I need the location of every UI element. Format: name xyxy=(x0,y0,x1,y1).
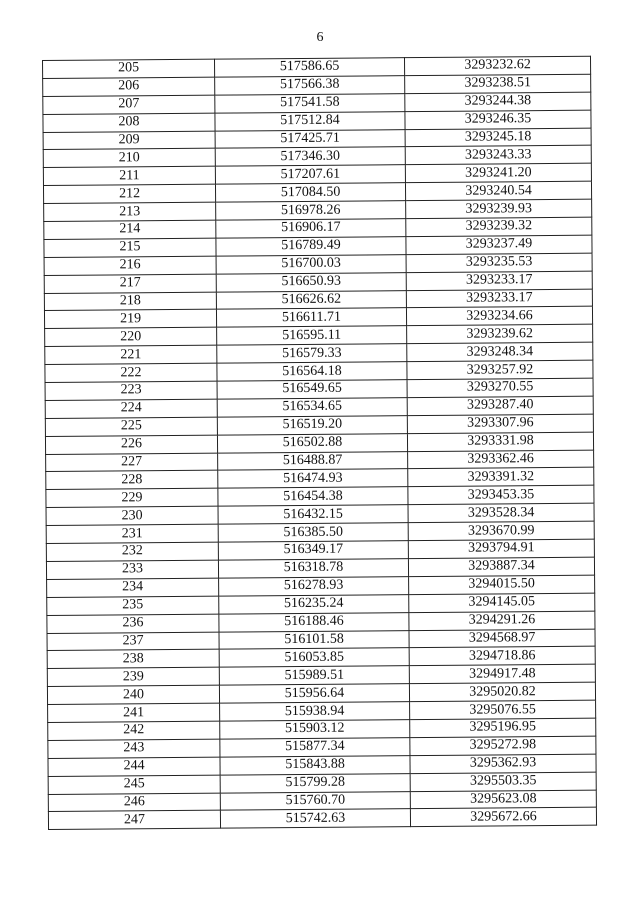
x-coordinate-cell: 516318.78 xyxy=(218,559,408,578)
x-coordinate-cell: 515903.12 xyxy=(220,720,410,739)
point-number-cell: 224 xyxy=(45,399,217,418)
page-number: 6 xyxy=(316,30,324,45)
point-number-cell: 241 xyxy=(48,703,220,722)
y-coordinate-cell: 3295272.98 xyxy=(410,736,596,755)
x-coordinate-cell: 516235.24 xyxy=(219,594,409,613)
y-coordinate-cell: 3294015.50 xyxy=(409,575,595,594)
x-coordinate-cell: 516978.26 xyxy=(216,201,406,220)
y-coordinate-cell: 3295076.55 xyxy=(410,700,596,719)
y-coordinate-cell: 3295672.66 xyxy=(410,808,596,827)
y-coordinate-cell: 3293233.17 xyxy=(406,271,592,290)
point-number-cell: 242 xyxy=(48,721,220,740)
x-coordinate-cell: 515956.64 xyxy=(219,684,409,703)
point-number-cell: 230 xyxy=(46,506,218,525)
x-coordinate-cell: 516626.62 xyxy=(216,290,406,309)
point-number-cell: 237 xyxy=(47,632,219,651)
point-number-cell: 225 xyxy=(45,417,217,436)
point-number-cell: 232 xyxy=(46,542,218,561)
x-coordinate-cell: 515760.70 xyxy=(220,791,410,810)
y-coordinate-cell: 3293391.32 xyxy=(408,468,594,487)
x-coordinate-cell: 517084.50 xyxy=(215,183,405,202)
x-coordinate-cell: 515843.88 xyxy=(220,755,410,774)
y-coordinate-cell: 3293331.98 xyxy=(407,432,593,451)
y-coordinate-cell: 3293243.33 xyxy=(405,146,591,165)
y-coordinate-cell: 3295196.95 xyxy=(410,718,596,737)
y-coordinate-cell: 3293257.92 xyxy=(407,360,593,379)
point-number-cell: 247 xyxy=(48,811,220,830)
x-coordinate-cell: 516579.33 xyxy=(217,344,407,363)
y-coordinate-cell: 3293887.34 xyxy=(408,557,594,576)
point-number-cell: 228 xyxy=(46,471,218,490)
point-number-cell: 240 xyxy=(47,685,219,704)
x-coordinate-cell: 516564.18 xyxy=(217,362,407,381)
point-number-cell: 222 xyxy=(45,363,217,382)
y-coordinate-cell: 3293670.99 xyxy=(408,521,594,540)
x-coordinate-cell: 516906.17 xyxy=(216,219,406,238)
y-coordinate-cell: 3293287.40 xyxy=(407,396,593,415)
y-coordinate-cell: 3294145.05 xyxy=(409,593,595,612)
point-number-cell: 223 xyxy=(45,381,217,400)
x-coordinate-cell: 516053.85 xyxy=(219,648,409,667)
y-coordinate-cell: 3293794.91 xyxy=(408,539,594,558)
table-row xyxy=(48,808,596,830)
coordinates-table xyxy=(42,56,597,831)
y-coordinate-cell: 3293241.20 xyxy=(405,164,591,183)
point-number-cell: 245 xyxy=(48,775,220,794)
point-number-cell: 214 xyxy=(44,220,216,239)
point-number-cell: 236 xyxy=(47,614,219,633)
x-coordinate-cell: 516101.58 xyxy=(219,630,409,649)
point-number-cell: 218 xyxy=(44,292,216,311)
x-coordinate-cell: 517512.84 xyxy=(215,111,405,130)
x-coordinate-cell: 515742.63 xyxy=(220,809,410,828)
y-coordinate-cell: 3293235.53 xyxy=(406,253,592,272)
x-coordinate-cell: 516432.15 xyxy=(218,505,408,524)
x-coordinate-cell: 516488.87 xyxy=(218,451,408,470)
point-number-cell: 234 xyxy=(47,578,219,597)
x-coordinate-cell: 516474.93 xyxy=(218,469,408,488)
point-number-cell: 233 xyxy=(46,560,218,579)
point-number-cell: 229 xyxy=(46,489,218,508)
x-coordinate-cell: 517425.71 xyxy=(215,129,405,148)
y-coordinate-cell: 3293239.32 xyxy=(406,217,592,236)
point-number-cell: 243 xyxy=(48,739,220,758)
y-coordinate-cell: 3293362.46 xyxy=(408,450,594,469)
x-coordinate-cell: 516278.93 xyxy=(219,576,409,595)
y-coordinate-cell: 3293244.38 xyxy=(405,92,591,111)
point-number-cell: 209 xyxy=(43,131,215,150)
x-coordinate-cell: 516700.03 xyxy=(216,254,406,273)
point-number-cell: 211 xyxy=(43,166,215,185)
point-number-cell: 217 xyxy=(44,274,216,293)
y-coordinate-cell: 3294568.97 xyxy=(409,629,595,648)
y-coordinate-cell: 3293237.49 xyxy=(406,235,592,254)
x-coordinate-cell: 515938.94 xyxy=(220,702,410,721)
point-number-cell: 206 xyxy=(43,77,215,96)
y-coordinate-cell: 3295020.82 xyxy=(409,682,595,701)
point-number-cell: 235 xyxy=(47,596,219,615)
x-coordinate-cell: 517566.38 xyxy=(215,76,405,95)
y-coordinate-cell: 3293453.35 xyxy=(408,486,594,505)
y-coordinate-cell: 3294718.86 xyxy=(409,647,595,666)
x-coordinate-cell: 515877.34 xyxy=(220,737,410,756)
x-coordinate-cell: 516385.50 xyxy=(218,523,408,542)
x-coordinate-cell: 516502.88 xyxy=(217,433,407,452)
x-coordinate-cell: 516519.20 xyxy=(217,415,407,434)
x-coordinate-cell: 515989.51 xyxy=(219,666,409,685)
point-number-cell: 205 xyxy=(43,59,215,78)
x-coordinate-cell: 517346.30 xyxy=(215,147,405,166)
x-coordinate-cell: 515799.28 xyxy=(220,773,410,792)
y-coordinate-cell: 3293239.62 xyxy=(407,325,593,344)
point-number-cell: 239 xyxy=(47,667,219,686)
y-coordinate-cell: 3293238.51 xyxy=(405,74,591,93)
point-number-cell: 210 xyxy=(43,149,215,168)
y-coordinate-cell: 3293270.55 xyxy=(407,378,593,397)
y-coordinate-cell: 3293307.96 xyxy=(407,414,593,433)
x-coordinate-cell: 516789.49 xyxy=(216,237,406,256)
y-coordinate-cell: 3295362.93 xyxy=(410,754,596,773)
x-coordinate-cell: 516534.65 xyxy=(217,398,407,417)
point-number-cell: 213 xyxy=(44,202,216,221)
point-number-cell: 207 xyxy=(43,95,215,114)
point-number-cell: 238 xyxy=(47,650,219,669)
y-coordinate-cell: 3293234.66 xyxy=(406,307,592,326)
point-number-cell: 220 xyxy=(45,327,217,346)
x-coordinate-cell: 516349.17 xyxy=(218,541,408,560)
y-coordinate-cell: 3293245.18 xyxy=(405,128,591,147)
y-coordinate-cell: 3295503.35 xyxy=(410,772,596,791)
point-number-cell: 208 xyxy=(43,113,215,132)
y-coordinate-cell: 3293528.34 xyxy=(408,503,594,522)
x-coordinate-cell: 516595.11 xyxy=(217,326,407,345)
y-coordinate-cell: 3294291.26 xyxy=(409,611,595,630)
x-coordinate-cell: 517586.65 xyxy=(214,58,404,77)
x-coordinate-cell: 516611.71 xyxy=(216,308,406,327)
coordinates-table-body xyxy=(43,56,597,830)
x-coordinate-cell: 516188.46 xyxy=(219,612,409,631)
point-number-cell: 244 xyxy=(48,757,220,776)
point-number-cell: 231 xyxy=(46,524,218,543)
point-number-cell: 227 xyxy=(46,453,218,472)
y-coordinate-cell: 3293240.54 xyxy=(405,181,591,200)
y-coordinate-cell: 3294917.48 xyxy=(409,664,595,683)
y-coordinate-cell: 3293248.34 xyxy=(407,342,593,361)
point-number-cell: 215 xyxy=(44,238,216,257)
y-coordinate-cell: 3293232.62 xyxy=(404,56,590,75)
y-coordinate-cell: 3295623.08 xyxy=(410,790,596,809)
point-number-cell: 246 xyxy=(48,793,220,812)
x-coordinate-cell: 516454.38 xyxy=(218,487,408,506)
point-number-cell: 219 xyxy=(44,310,216,329)
y-coordinate-cell: 3293239.93 xyxy=(406,199,592,218)
x-coordinate-cell: 517207.61 xyxy=(215,165,405,184)
y-coordinate-cell: 3293233.17 xyxy=(406,289,592,308)
y-coordinate-cell: 3293246.35 xyxy=(405,110,591,129)
x-coordinate-cell: 517541.58 xyxy=(215,93,405,112)
point-number-cell: 221 xyxy=(45,345,217,364)
x-coordinate-cell: 516650.93 xyxy=(216,272,406,291)
point-number-cell: 212 xyxy=(43,184,215,203)
point-number-cell: 226 xyxy=(45,435,217,454)
point-number-cell: 216 xyxy=(44,256,216,275)
x-coordinate-cell: 516549.65 xyxy=(217,380,407,399)
